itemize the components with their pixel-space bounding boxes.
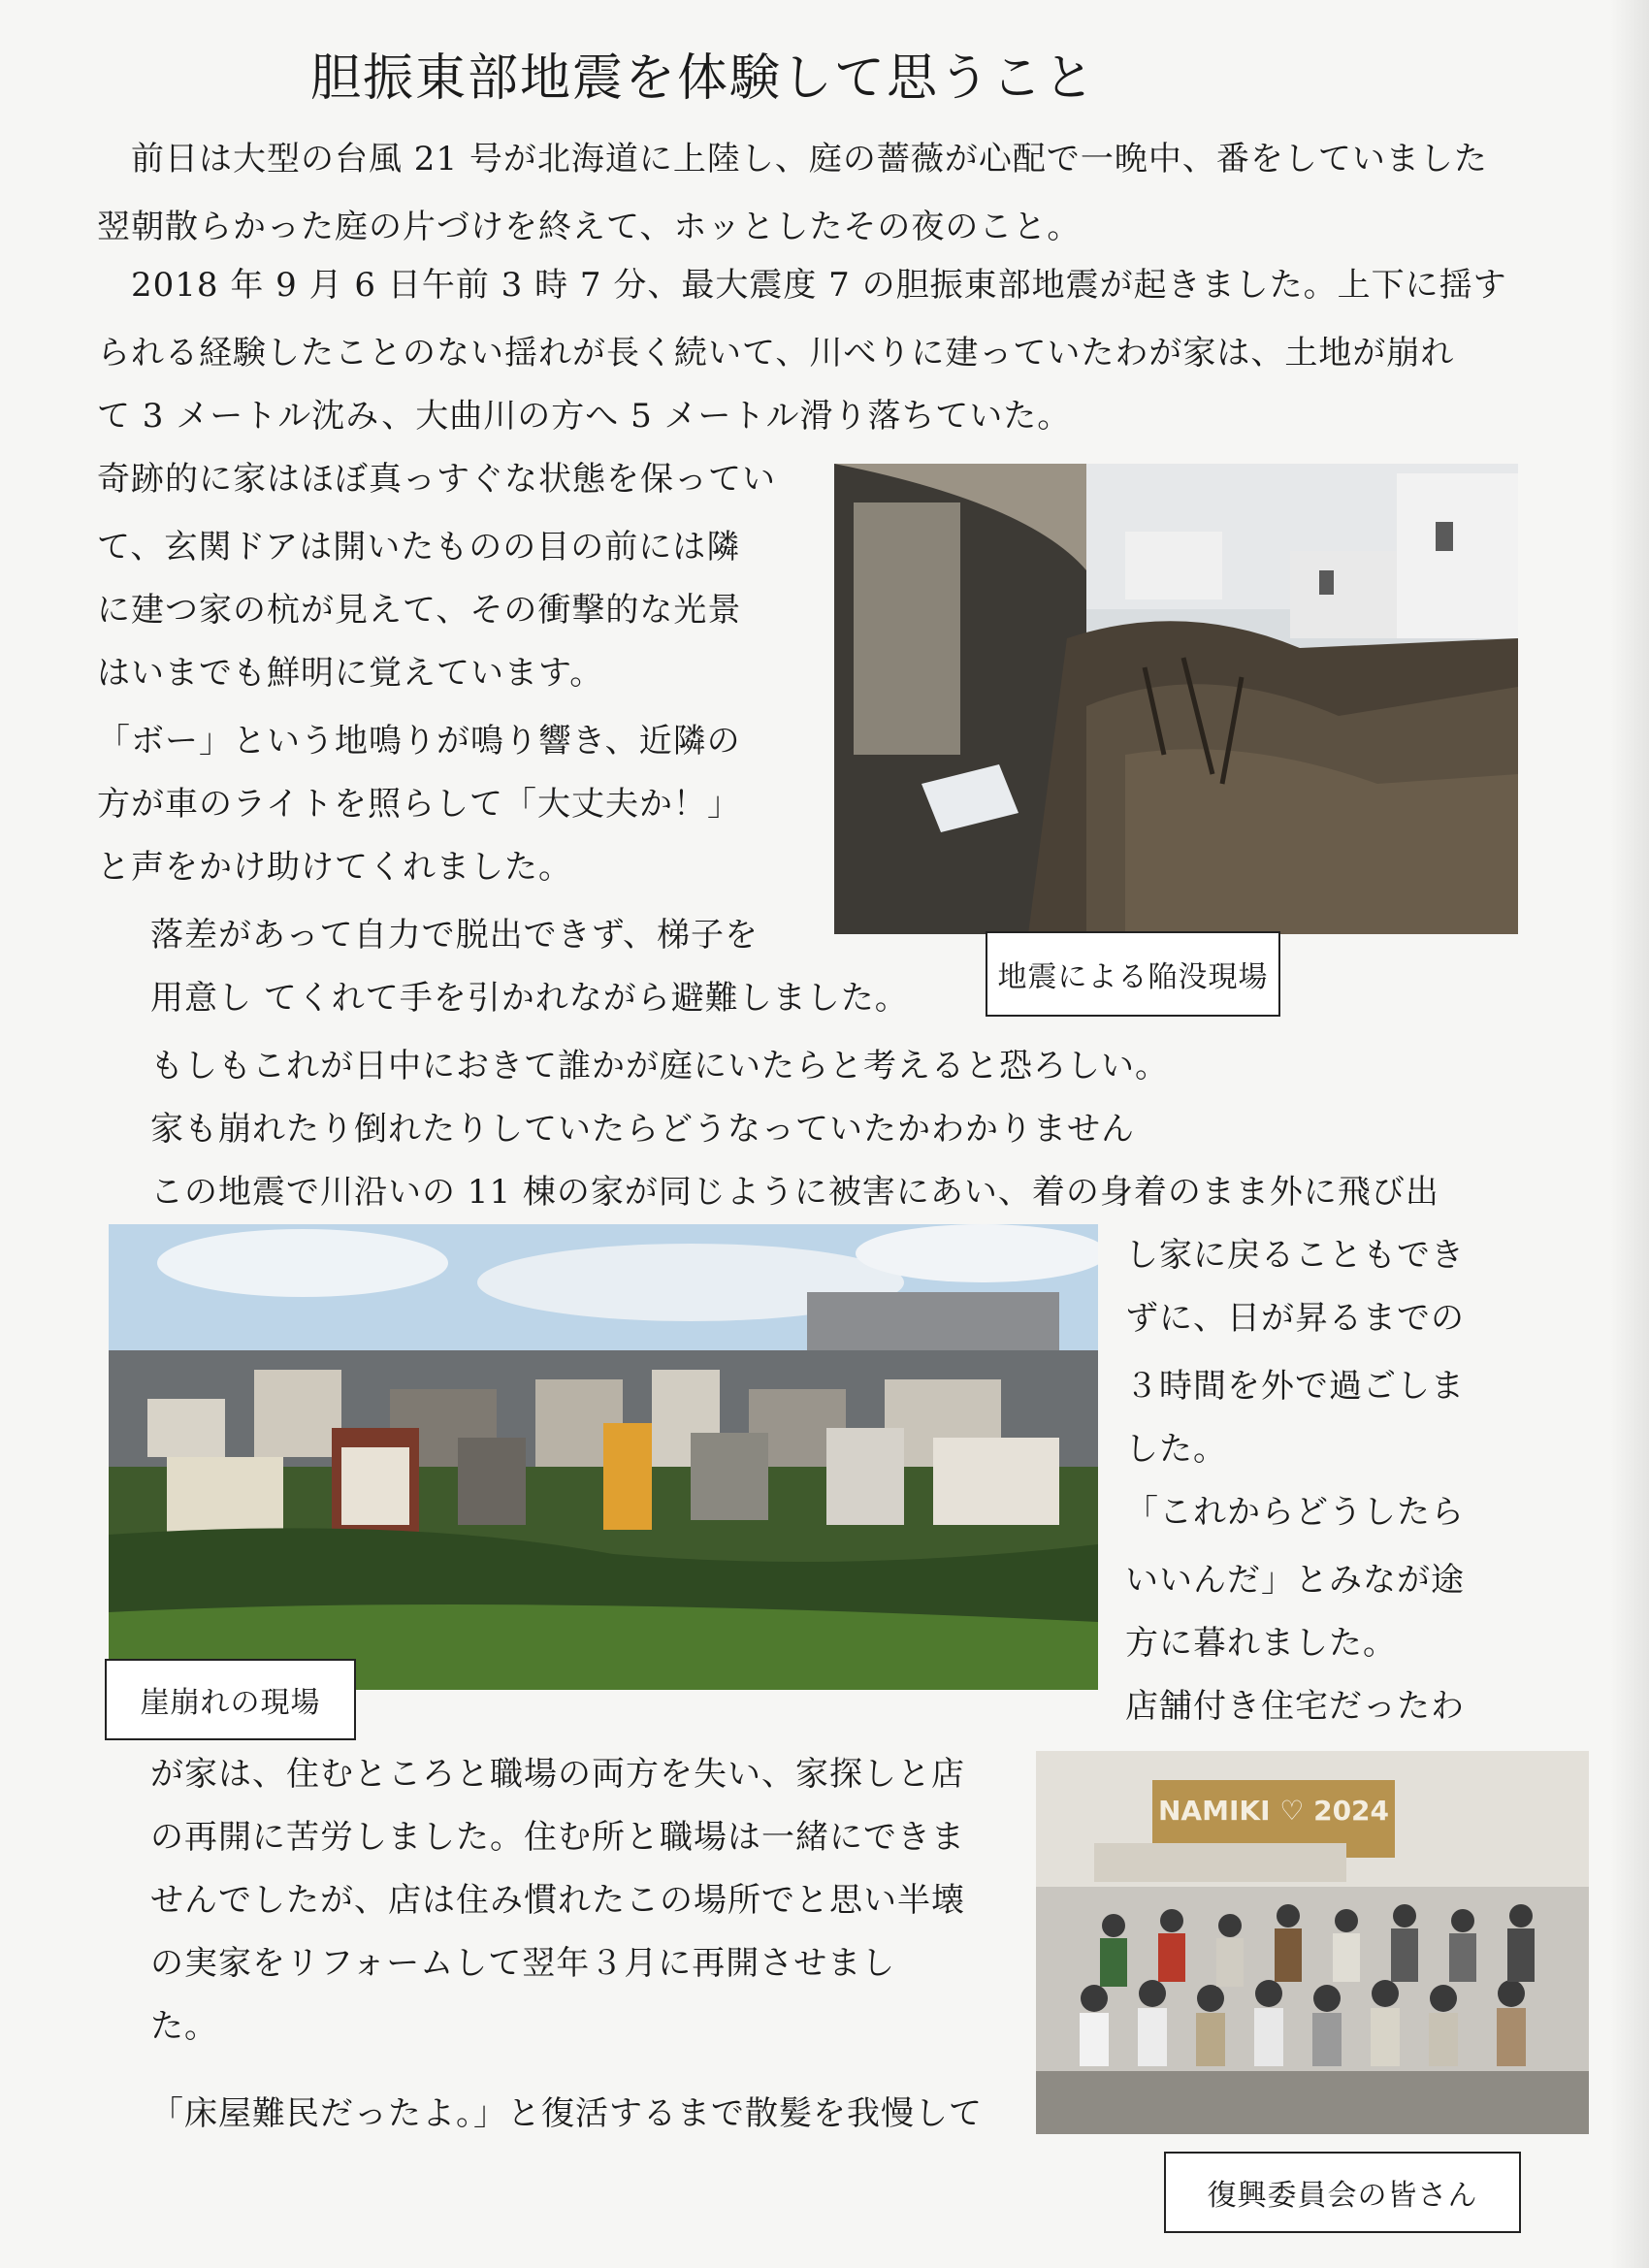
- body-line: ずに、日が昇るまでの: [1125, 1299, 1465, 1338]
- body-line: 用意し てくれて手を引かれながら避難しました。: [150, 979, 909, 1018]
- body-line: た。: [150, 2007, 218, 2046]
- sinkhole-photo: [834, 464, 1518, 934]
- sinkhole-caption: 地震による陥没現場: [986, 931, 1280, 1017]
- body-line: 方に暮れました。: [1125, 1624, 1397, 1663]
- body-line: せんでしたが、店は住み慣れたこの場所でと思い半壊: [150, 1881, 965, 1920]
- page-edge: [1610, 0, 1649, 2268]
- body-line: 「これからどうしたら: [1125, 1493, 1465, 1532]
- namiki-sign: NAMIKI ♡ 2024: [1157, 1795, 1390, 1827]
- body-line: 前日は大型の台風 21 号が北海道に上陸し、庭の薔薇が心配で一晩中、番をしていました: [131, 140, 1488, 178]
- body-line: 店舗付き住宅だったわ: [1125, 1687, 1465, 1726]
- body-line: 「床屋難民だったよ。」と復活するまで散髪を我慢して: [150, 2094, 983, 2133]
- body-line: した。: [1125, 1430, 1227, 1469]
- body-line: 落差があって自力で脱出できず、梯子を: [150, 916, 759, 955]
- cliff-photo: [109, 1224, 1098, 1690]
- body-line: はいまでも鮮明に覚えています。: [97, 654, 604, 693]
- body-line: この地震で川沿いの 11 棟の家が同じように被害にあい、着の身着のまま外に飛び出: [150, 1173, 1439, 1212]
- body-line: の実家をリフォームして翌年３月に再開させまし: [150, 1944, 896, 1983]
- body-line: 「ボー」という地鳴りが鳴り響き、近隣の: [97, 722, 741, 761]
- committee-caption: 復興委員会の皆さん: [1164, 2152, 1521, 2233]
- body-line: ３時間を外で過ごしま: [1125, 1367, 1465, 1406]
- article-title: 胆振東部地震を体験して思うこと: [310, 49, 1097, 108]
- body-line: が家は、住むところと職場の両方を失い、家探しと店: [150, 1755, 965, 1794]
- body-line: られる経験したことのない揺れが長く続いて、川べりに建っていたわが家は、土地が崩れ: [97, 334, 1455, 373]
- body-line: て 3 メートル沈み、大曲川の方へ 5 メートル滑り落ちていた。: [97, 397, 1072, 436]
- cliff-caption: 崖崩れの現場: [105, 1659, 356, 1740]
- body-line: の再開に苦労しました。住む所と職場は一緒にできま: [150, 1818, 965, 1857]
- body-line: 奇跡的に家はほぼ真っすぐな状態を保ってい: [97, 460, 776, 499]
- body-line: 方が車のライトを照らして「大丈夫か！」: [97, 785, 741, 824]
- body-line: に建つ家の杭が見えて、その衝撃的な光景: [97, 591, 742, 630]
- body-line: もしもこれが日中におきて誰かが庭にいたらと考えると恐ろしい。: [150, 1047, 1169, 1085]
- body-line: 2018 年 9 月 6 日午前 3 時 7 分、最大震度 7 の胆振東部地震が起きました。上下に揺す: [131, 266, 1507, 305]
- body-line: 翌朝散らかった庭の片づけを終えて、ホッとしたその夜のこと。: [97, 208, 1082, 246]
- committee-photo: [1036, 1751, 1589, 2134]
- body-line: いいんだ」とみなが途: [1125, 1561, 1465, 1600]
- body-line: し家に戻ることもでき: [1125, 1236, 1465, 1275]
- body-line: て、玄関ドアは開いたものの目の前には隣: [97, 528, 741, 567]
- body-line: と声をかけ助けてくれました。: [97, 848, 572, 887]
- body-line: 家も崩れたり倒れたりしていたらどうなっていたかわかりません: [150, 1110, 1135, 1149]
